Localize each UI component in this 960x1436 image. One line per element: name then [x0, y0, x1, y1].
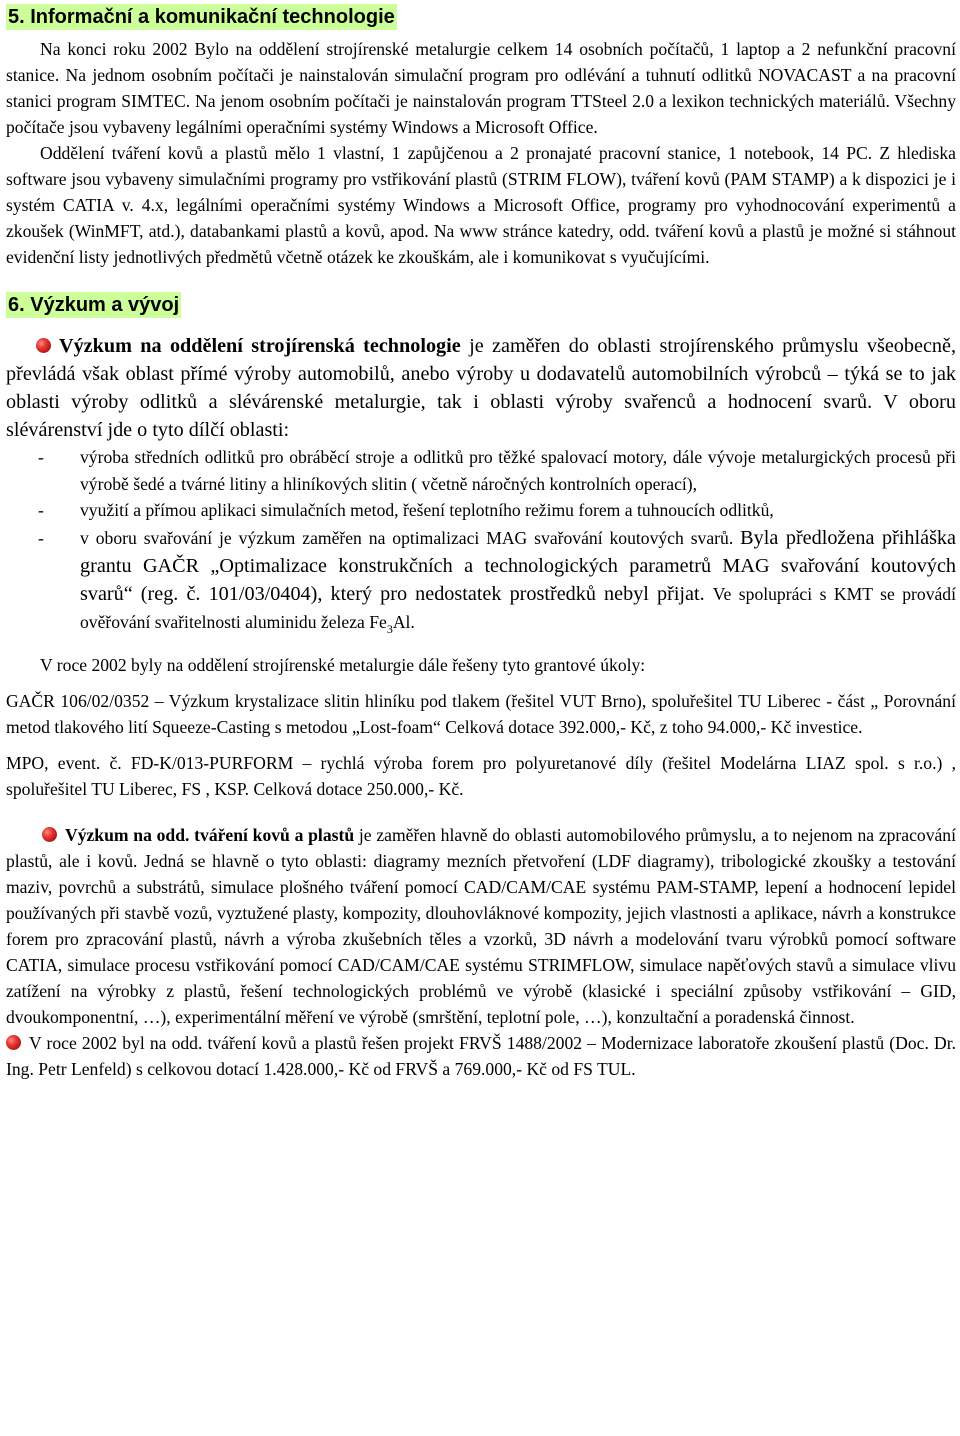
section-5-paragraph-1: Na konci roku 2002 Bylo na oddělení strojírenské metalurgie celkem 14 osobních počítačů, 1 laptop a 2 nefunkční pracovní stanice. Na jednom osobním počítači je nainstalován simulační program pro odlévání a tuhnutí odlitků NOVACAST a na pracovní stanici program SIMTEC. Na jenom osobním počítači je nainstalován program TTSteel 2.0 a lexikon technických materiálů. Všechny počítače jsou vybaveny legálními operačními systémy Windows a Microsoft Office.: [6, 39, 956, 137]
dash-marker: -: [38, 500, 44, 520]
project-paragraph: [6, 1030, 956, 1082]
list-item-text: využití a přímou aplikaci simulačních metod, řešení teplotního režimu forem a tuhnoucích odlitků,: [80, 500, 774, 520]
list-item: [6, 444, 956, 497]
grant-1-paragraph: GAČR 106/02/0352 – Výzkum krystalizace slitin hliníku pod tlakem (řešitel VUT Brno), spoluřešitel TU Liberec - část „ Porovnání metod tlakového lití Squeeze-Casting s metodou „Lost-foam“ Celková dotace 392.000,- Kč, z toho 94.000,- Kč investice.: [6, 691, 956, 738]
list-item-tail: Ve spolupráci s KMT se provádí ověřování svařitelnosti aluminidu železa Fe: [80, 583, 956, 632]
list-item-text-big: Byla předložena přihláška grantu GAČR „Optimalizace konstrukčních a technologických parametrů MAG svařování koutových svarů“ (reg. č. 101/03/0404), který pro nedostatek prostředků nebyl přijat.: [80, 526, 956, 605]
section-6-heading: 6. Výzkum a vývoj: [8, 294, 180, 316]
forming-research-bold: Výzkum na odd. tváření kovů a plastů: [65, 825, 355, 846]
forming-research-text: je zaměřen hlavně do oblasti automobilového průmyslu, a to nejenom na zpracování plastů, ale i kovů. Jedná se hlavně o tyto oblasti: diagramy mezních přetvoření (LDF diagramy), tribologické zkoušky a testování maziv, povrchů a substrátů, simulace plošného tváření pomocí CAD/CAM/CAE systému PAM-STAMP, lepení a hodnocení lepidel používaných při stavbě vozů, vyztužené plasty, kompozity, dlouhovláknové kompozity, jejich vlastnosti a aplikace, návrh a konstrukce forem pro zpracování plastů, návrh a výroba zkušebních těles a vzorků, 3D návrh a modelování tvaru výrobků pomocí software CATIA, simulace procesu vstřikování pomocí CAD/CAM/CAE systému STRIMFLOW, simulace napěťových stavů a simulace vlivu zatížení na výrobky z plastů, řešení technologických problémů ve výrobě (klasické i speciální způsoby vstřikování – GID, dvoukomponentní, …), experimentální měření ve výrobě (smrštění, teplotní pole, …), konzultační a poradenská činnost.: [6, 825, 956, 1028]
red-ball-bullet-icon: [42, 827, 57, 842]
dash-marker: -: [38, 447, 44, 467]
document-page: [6, 4, 956, 1082]
list-item-text-small: v oboru svařování je výzkum zaměřen na optimalizaci MAG svařování koutových svarů.: [80, 527, 741, 548]
list-item: [6, 524, 956, 643]
red-ball-bullet-icon: [36, 338, 51, 353]
section-6-heading-wrap: [6, 292, 956, 318]
research-areas-list: [6, 444, 956, 642]
subscript: 3: [386, 621, 393, 636]
research-intro-paragraph: [6, 332, 956, 444]
section-5-heading: 5. Informační a komunikační technologie: [8, 6, 395, 28]
dash-marker: -: [38, 527, 44, 548]
research-intro-bold: Výzkum na oddělení strojírenská technologie: [59, 335, 461, 357]
grant-2-paragraph: MPO, event. č. FD-K/013-PURFORM – rychlá výroba forem pro polyuretanové díly (řešitel Modelárna LIAZ spol. s r.o.) , spoluřešitel TU Liberec, FS , KSP. Celková dotace 250.000,- Kč.: [6, 753, 956, 800]
list-item-text: výroba středních odlitků pro obráběcí stroje a odlitků pro těžké spalovací motory, dále vývoje metalurgických procesů při výrobě šedé a tvárné litiny a hliníkových slitin ( včetně náročných kontrolních operací),: [80, 447, 956, 494]
red-ball-bullet-icon: [6, 1035, 21, 1050]
forming-research-paragraph: [6, 822, 956, 1030]
section-5-paragraph-2: Oddělení tváření kovů a plastů mělo 1 vlastní, 1 zapůjčenou a 2 pronajaté pracovní stanice, 1 notebook, 14 PC. Z hlediska software jsou vybaveny simulačními programy pro vstřikování plastů (STRIM FLOW), tváření kovů (PAM STAMP) a k dispozici je i systém CATIA v. 4.x, legálními operačními systémy Windows a Microsoft Office, programy pro vyhodnocování experimentů a zkoušek (WinMFT, atd.), databankami plastů a kovů, apod. Na www stránce katedry, odd. tváření kovů a plastů je možné si stáhnout evidenční listy jednotlivých předmětů včetně otázek ke zkouškám, ale i komunikovat s vyučujícími.: [6, 143, 956, 267]
list-item: [6, 497, 956, 524]
grants-intro: V roce 2002 byly na oddělení strojírenské metalurgie dále řešeny tyto grantové úkoly:: [40, 655, 646, 676]
project-text: V roce 2002 byl na odd. tváření kovů a plastů řešen projekt FRVŠ 1488/2002 – Modernizace laboratoře zkoušení plastů (Doc. Dr. Ing. Petr Lenfeld) s celkovou dotací 1.428.000,- Kč od FRVŠ a 769.000,- Kč od FS TUL.: [6, 1033, 956, 1080]
research-intro-text: je zaměřen do oblasti strojírenského průmyslu všeobecně, převládá však oblast přímé výroby automobilů, anebo výroby u dodavatelů automobilních výrobců – týká se to jak oblasti výroby odlitků a slévárenské metalurgie, tak i oblasti výroby svařenců a hodnocení svarů. V oboru slévárenství jde o tyto dílčí oblasti:: [6, 335, 957, 441]
list-item-tail-end: Al.: [392, 611, 415, 632]
